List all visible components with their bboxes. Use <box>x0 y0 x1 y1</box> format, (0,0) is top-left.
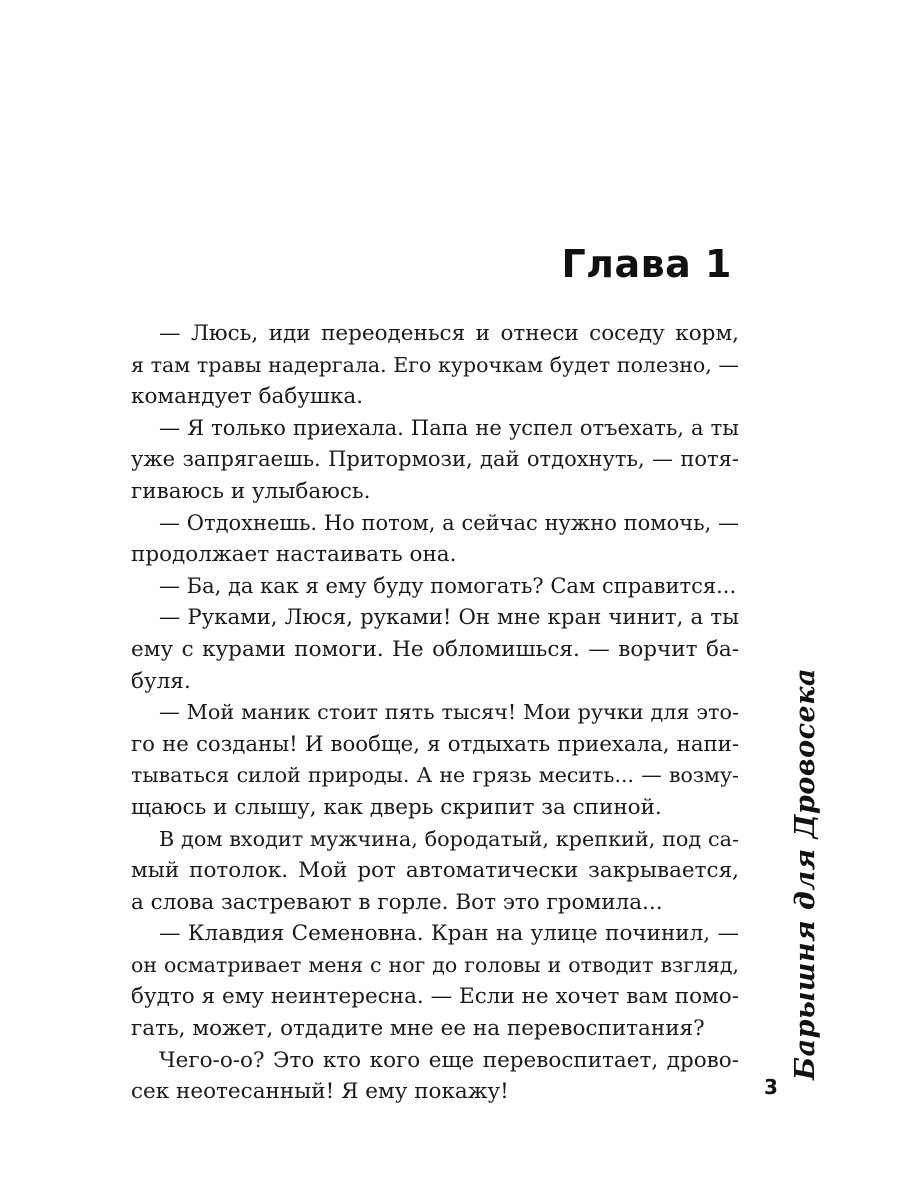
text-line: — Клавдия Семеновна. Кран на улице починил, — <box>159 921 739 947</box>
text-line: а слова застревают в горле. Вот это громила... <box>131 889 663 915</box>
text-line: он осматривает меня с ног до головы и отводит взгляд, <box>131 952 739 977</box>
text-line: — Ба, да как я ему буду помогать? Сам справится... <box>159 573 737 598</box>
text-line: — Люсь, иди переоденься и отнеси соседу корм, <box>159 321 739 346</box>
text-line: сек неотесанный! Я ему покажу! <box>131 1079 509 1105</box>
text-line: я там травы надергала. Его курочкам будет полезно, — <box>131 352 739 377</box>
paragraph-6 <box>131 697 739 823</box>
text-line: — Отдохнешь. Но потом, а сейчас нужно помочь, — <box>159 510 739 535</box>
text-line: будто я ему неинтересна. — Если не хочет вам помо- <box>131 984 739 1010</box>
text-line: тываться силой природы. А не грязь месить... — возму- <box>131 763 739 788</box>
paragraph-1 <box>131 318 739 413</box>
text-line: щаюсь и слышу, как дверь скрипит за спиной. <box>131 794 662 820</box>
paragraph-8 <box>131 918 739 1044</box>
paragraph-3 <box>131 508 739 571</box>
text-line: буля. <box>131 668 191 694</box>
paragraph-2 <box>131 413 739 508</box>
paragraph-4 <box>131 571 739 603</box>
text-line: продолжает настаивать она. <box>131 542 457 568</box>
text-line: — Руками, Люся, руками! Он мне кран чинит, а ты <box>159 605 739 631</box>
running-title: Барышня для Дровосека <box>790 667 821 1080</box>
paragraph-9 <box>131 1045 739 1108</box>
text-line: гиваюсь и улыбаюсь. <box>131 478 371 504</box>
text-line: ему с курами помоги. Не обломишься. — ворчит ба- <box>131 636 739 662</box>
paragraph-5 <box>131 602 739 697</box>
text-line: командует бабушка. <box>131 384 364 410</box>
body-text <box>131 318 739 1108</box>
text-line: мый потолок. Мой рот автоматически закрывается, <box>131 858 739 884</box>
text-line: — Мой маник стоит пять тысяч! Мои ручки для это- <box>159 700 739 725</box>
text-line: Чего-о-о? Это кто кого еще перевоспитает, дрово- <box>159 1047 739 1073</box>
text-line: — Я только приехала. Папа не успел отъехать, а ты <box>159 415 739 440</box>
text-line: уже запрягаешь. Притормози, дай отдохнуть, — потя- <box>131 447 739 472</box>
text-line: гать, может, отдадите мне ее на перевоспитания? <box>131 1016 705 1042</box>
text-line: го не созданы! И вообще, я отдыхать приехала, напи- <box>131 731 739 757</box>
paragraph-7 <box>131 824 739 919</box>
chapter-title: Глава 1 <box>561 242 732 286</box>
page-number: 3 <box>764 1075 778 1099</box>
text-line: В дом входит мужчина, бородатый, крепкий, под са- <box>159 826 739 851</box>
